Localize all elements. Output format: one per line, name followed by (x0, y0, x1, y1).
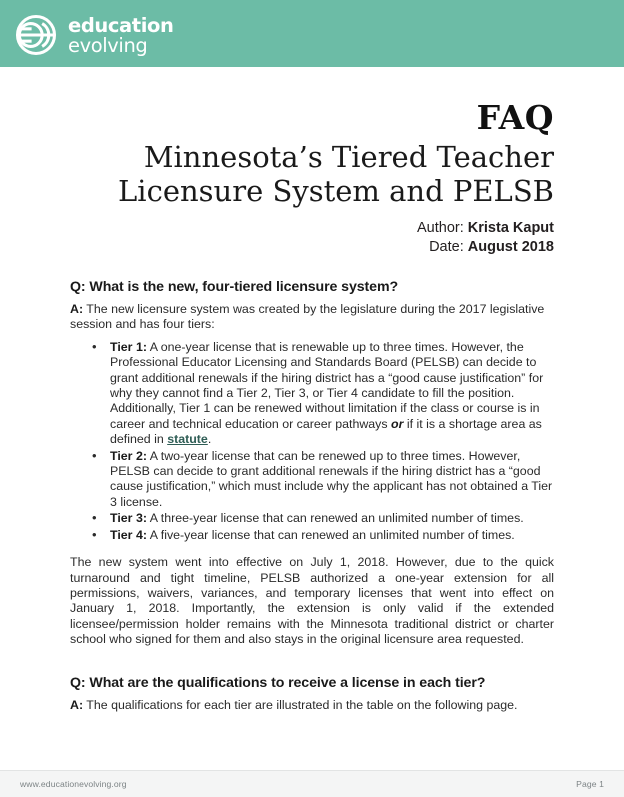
list-item (70, 340, 554, 448)
statute-link[interactable]: statute (167, 432, 208, 447)
answer-tag-1: A: (70, 302, 84, 316)
question-heading-2: Q: What are the qualifications to receive a license in each tier? (70, 674, 486, 691)
tier-4-label: Tier 4: (110, 527, 147, 542)
page-header-band (0, 0, 624, 67)
page-title-line-1: Minnesota’s Tiered Teacher (143, 140, 554, 174)
author-row (70, 219, 554, 238)
tier-list (70, 340, 554, 543)
closing-paragraph-1: The new system went into effective on July 1, 2018. However, due to the quick turnaround and tight timeline, PELSB authorized a one-year extension for all permissions, waivers, variances, and temporary licenses that went into effect on January 1, 2018. Importantly, the extension is only valid if the extended licensee/permission holder remains with the Minnesota traditional district or charter school who signed for them and also stays in the original licensure area requested. (70, 555, 554, 647)
author-value: Krista Kaput (467, 220, 554, 236)
footer-content (0, 771, 624, 797)
tier-3-label: Tier 3: (110, 511, 147, 526)
date-label: Date: (429, 239, 464, 255)
brand-word-evolving: evolving (68, 34, 148, 57)
question-heading-1: Q: What is the new, four-tiered licensure system? (70, 279, 399, 295)
tier-1-text-a: A one-year license that is renewable up to three times. However, the Professional Educator Licensing and Standards Board (PELSB) can decide to grant additional renewals if the hiring district has a “good cause justification” for why they cannot find a Tier 2, Tier 3, or Tier 4 candidate to fill the position. Additionally, Tier 1 can be renewed without limitation if the class or course is in career and technical education or career pathways (110, 339, 544, 431)
tier-2-label: Tier 2: (110, 448, 147, 463)
document-title-block (70, 100, 554, 208)
tier-4-text: A five-year license that can renewed an unlimited number of times. (146, 527, 515, 542)
tier-3-text: A three-year license that can renewed an unlimited number of times. (146, 511, 524, 526)
tier-1-text-c: . (207, 432, 212, 447)
answer-paragraph-1 (70, 302, 554, 333)
brand-logo[interactable] (14, 13, 173, 57)
page-title-line-2: Licensure System and PELSB (118, 174, 554, 208)
document-kicker-faq: FAQ (476, 98, 554, 137)
education-evolving-monogram-icon (14, 13, 58, 57)
document-meta (70, 219, 554, 257)
author-label: Author: (417, 220, 464, 236)
footer-website-url: www.educationevolving.org (20, 779, 127, 789)
list-item (70, 511, 554, 526)
answer-text-1: The new licensure system was created by the legislature during the 2017 legislative session and has four tiers: (70, 302, 545, 332)
date-value: August 2018 (467, 239, 554, 255)
section-spacer (70, 648, 554, 674)
brand-wordmark (68, 15, 173, 56)
tier-1-text-b: if it is a shortage area as defined in (110, 416, 542, 447)
tier-1-emphasis-or: or (391, 416, 404, 431)
document-body (70, 278, 554, 713)
list-item (70, 528, 554, 543)
footer-page-number: Page 1 (576, 779, 604, 789)
answer-paragraph-2 (70, 698, 554, 713)
list-item (70, 449, 554, 511)
page-title (70, 140, 554, 208)
tier-2-text: A two-year license that can be renewed up to three times. However, PELSB can decide to grant additional renewals if the hiring district has a “good cause justification,” which must include why the applicant has not obtained a Tier 3 license. (110, 448, 553, 509)
brand-word-education: education (68, 13, 174, 37)
tier-1-label: Tier 1: (110, 339, 147, 354)
answer-tag-2: A: (70, 697, 84, 712)
answer-text-2: The qualifications for each tier are illustrated in the table on the following page. (83, 697, 518, 712)
page-footer (0, 770, 624, 797)
date-row (70, 238, 554, 257)
